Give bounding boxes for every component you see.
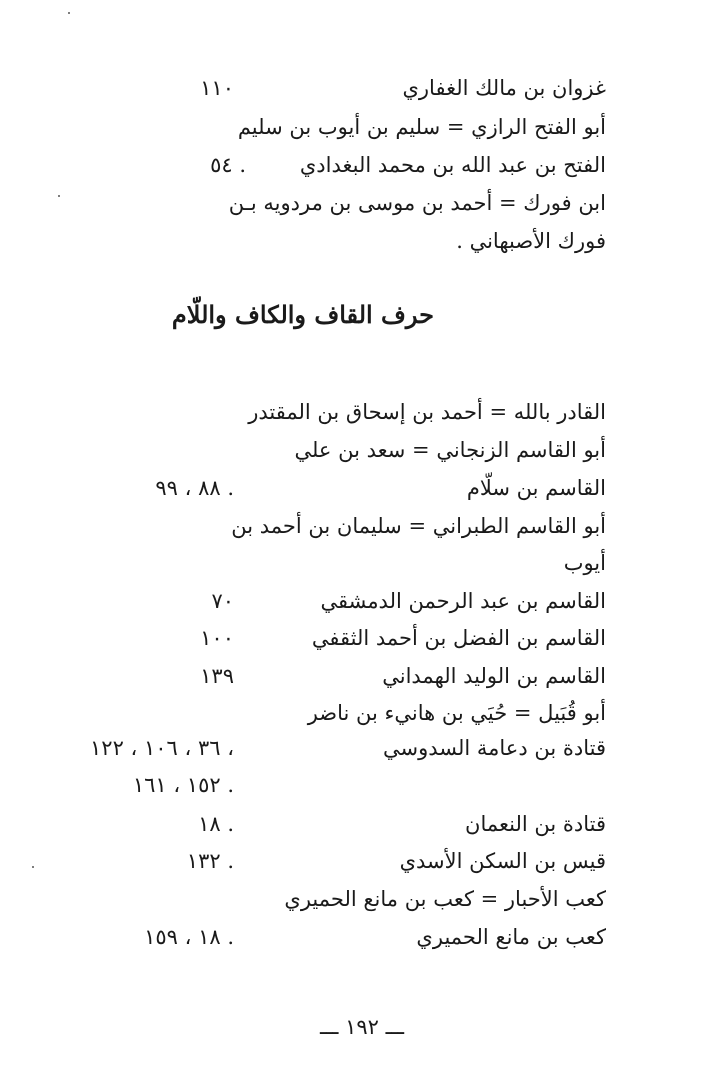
index-entry-pages: ١٨ ، ١٥٩ . xyxy=(144,925,234,949)
index-entry-name: القاسم بن عبد الرحمن الدمشقي xyxy=(320,589,606,613)
index-entry-pages: ٨٨ ، ٩٩ . xyxy=(155,476,234,500)
index-entry-name: كعب بن مانع الحميري xyxy=(416,925,606,949)
index-entry-name: قتادة بن النعمان xyxy=(465,812,606,836)
index-entry-name: أبو الفتح الرازي = سليم بن أيوب بن سليم xyxy=(237,115,606,139)
index-entry-name: الفتح بن عبد الله بن محمد البغدادي xyxy=(299,153,606,177)
scan-speck xyxy=(32,866,34,868)
index-entry-name: أيوب xyxy=(563,551,606,575)
index-entry-name: أبو قُبَيل = حُيَي بن هانيء بن ناضر xyxy=(307,701,606,725)
index-entry-pages: ١٥٢ ، ١٦١ . xyxy=(132,773,234,797)
index-entry-pages: ١٠٠ xyxy=(200,626,234,650)
index-entry-name: فورك الأصبهاني . xyxy=(456,229,606,253)
index-entry-pages: ٥٤ . xyxy=(210,153,246,177)
index-entry-pages: ١٣٢ . xyxy=(186,849,234,873)
index-entry-pages: ١١٠ xyxy=(200,76,234,100)
index-entry-pages: ٧٠ xyxy=(211,589,234,613)
index-entry-pages: ٣٦ ، ١٠٦ ، ١٢٢ ، xyxy=(90,736,234,760)
index-entry-name: القاسم بن الفضل بن أحمد الثقفي xyxy=(311,626,606,650)
index-entry-name: القاسم بن الوليد الهمداني xyxy=(382,664,606,688)
index-entry-name: غزوان بن مالك الغفاري xyxy=(402,76,606,100)
index-entry-pages: ١٣٩ xyxy=(200,664,234,688)
scan-speck xyxy=(58,195,60,197)
index-entry-name: ابن فورك = أحمد بن موسى بن مردويه بـن xyxy=(228,191,606,215)
section-heading: حرف القاف والكاف واللّام xyxy=(171,300,434,329)
index-entry-name: أبو القاسم الطبراني = سليمان بن أحمد بن xyxy=(231,514,606,538)
index-entry-pages: ١٨ . xyxy=(198,812,234,836)
index-entry-name: القاسم بن سلّام xyxy=(466,476,606,500)
index-entry-name: أبو القاسم الزنجاني = سعد بن علي xyxy=(294,438,606,462)
index-entry-name: كعب الأحبار = كعب بن مانع الحميري xyxy=(284,887,606,911)
index-entry-name: قيس بن السكن الأسدي xyxy=(399,849,606,873)
index-entry-name: قتادة بن دعامة السدوسي xyxy=(382,736,606,760)
index-entry-name: القادر بالله = أحمد بن إسحاق بن المقتدر xyxy=(248,400,606,424)
page-number: ـــ ١٩٢ ـــ xyxy=(319,1015,405,1039)
scan-speck xyxy=(68,12,70,14)
